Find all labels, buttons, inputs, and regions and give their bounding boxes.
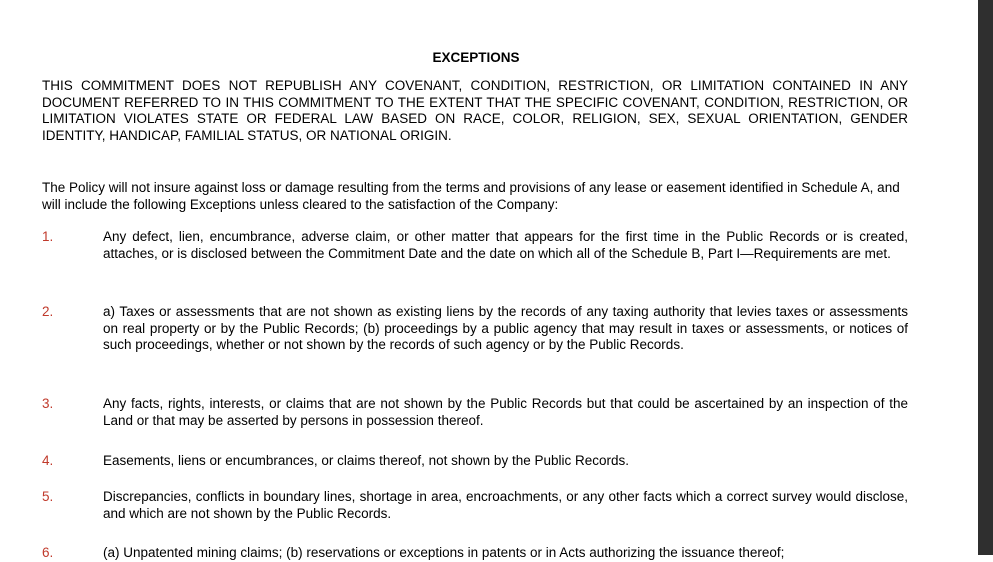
exception-number: 4. (42, 453, 54, 468)
section-title: EXCEPTIONS (432, 50, 520, 65)
exception-text: a) Taxes or assessments that are not shown as existing liens by the records of any taxing authority that levies taxes or assessments on real property or by the Public Records; (b) proceedings by a public agency that may result in taxes or assessments, or notices of such proceedings, whether or not shown by the records of such agency or by the Public Records. (103, 304, 908, 352)
notice-paragraph: THIS COMMITMENT DOES NOT REPUBLISH ANY COVENANT, CONDITION, RESTRICTION, OR LIMITATION CONTAINED IN ANY DOCUMENT REFERRED TO IN THIS COMMITMENT TO THE EXTENT THAT THE SPECIFIC COVENANT, CONDITION, RESTRICTION, OR LIMITATION VIOLATES STATE OR FEDERAL LAW BASED ON RACE, COLOR, RELIGION, SEX, SEXUAL ORIENTATION, GENDER IDENTITY, HANDICAP, FAMILIAL STATUS, OR NATIONAL ORIGIN. (42, 78, 908, 143)
document-page (42, 0, 910, 560)
exception-text: (a) Unpatented mining claims; (b) reservations or exceptions in patents or in Acts authorizing the issuance thereof; (103, 545, 785, 560)
intro-paragraph: The Policy will not insure against loss or damage resulting from the terms and provisions of any lease or easement identified in Schedule A, and will include the following Exceptions unless cleared to the satisfaction of the Company: (42, 180, 900, 212)
exception-number: 5. (42, 489, 54, 504)
viewer-edge-scrollbar[interactable] (978, 0, 993, 555)
exception-number: 2. (42, 304, 54, 319)
exception-text: Any defect, lien, encumbrance, adverse claim, or other matter that appears for the first time in the Public Records or is created, attaches, or is disclosed between the Commitment Date and the date on which all of the Schedule B, Part I—Requirements are met. (103, 229, 908, 261)
exception-text: Any facts, rights, interests, or claims that are not shown by the Public Records but that could be ascertained by an inspection of the Land or that may be asserted by persons in possession thereof. (103, 396, 908, 428)
exception-number: 1. (42, 229, 54, 244)
exception-number: 3. (42, 396, 54, 411)
exception-number: 6. (42, 545, 54, 560)
exception-text: Easements, liens or encumbrances, or claims thereof, not shown by the Public Records. (103, 453, 629, 468)
exception-text: Discrepancies, conflicts in boundary lines, shortage in area, encroachments, or any other facts which a correct survey would disclose, and which are not shown by the Public Records. (103, 489, 908, 521)
